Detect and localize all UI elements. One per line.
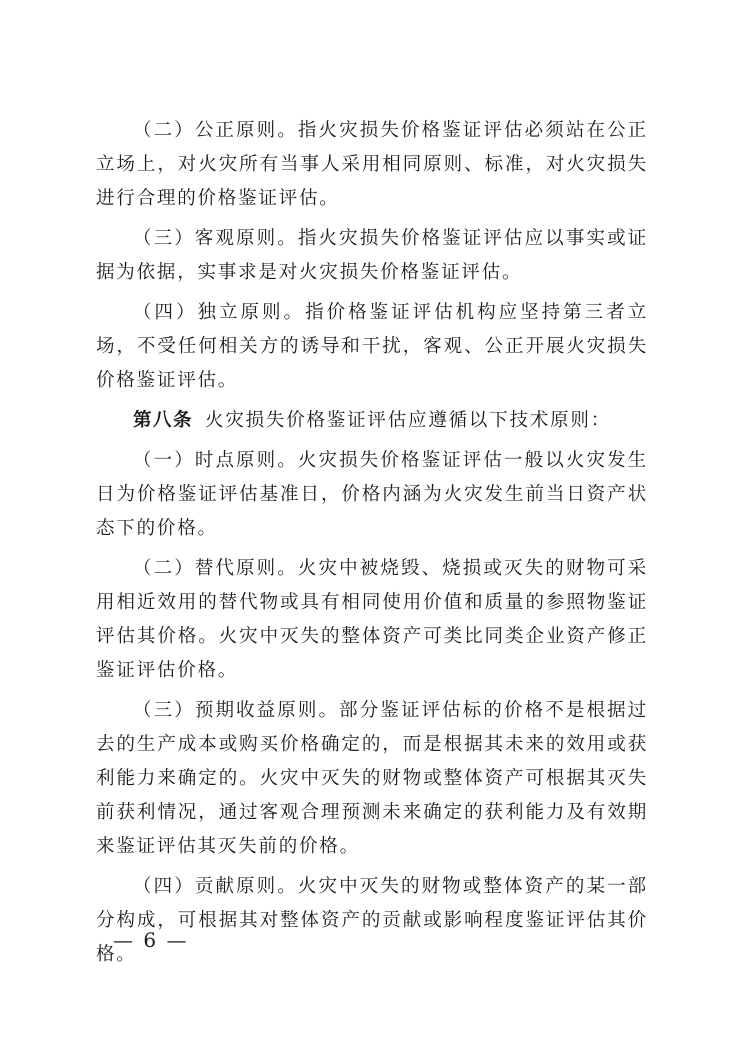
paragraph-substitution-principle: （二）替代原则。火灾中被烧毁、烧损或灭失的财物可采用相近效用的替代物或具有相同使用价值和质量的参照物鉴证评估其价格。火灾中灭失的整体资产可类比同类企业资产修正鉴证评估价格。 <box>96 558 648 681</box>
paragraph-fairness-principle: （二）公正原则。指火灾损失价格鉴证评估必须站在公正立场上，对火灾所有当事人采用相同原则、标准，对火灾损失进行合理的价格鉴证评估。 <box>96 120 648 209</box>
paragraph-time-point-principle: （一）时点原则。火灾损失价格鉴证评估一般以火灾发生日为价格鉴证评估基准日，价格内涵为火灾发生前当日资产状态下的价格。 <box>96 450 648 539</box>
article-heading: 第八条 <box>133 410 194 431</box>
document-body <box>96 114 648 978</box>
page-number: — 6 — <box>113 928 189 952</box>
paragraph-expected-income-principle: （三）预期收益原则。部分鉴证评估标的价格不是根据过去的生产成本或购买价格确定的，而是根据其未来的效用或获利能力来确定的。火灾中灭失的财物或整体资产可根据其灭失前获利情况，通过客观合理预测未来确定的获利能力及有效期来鉴证评估其灭失前的价格。 <box>96 700 648 857</box>
article-text: 火灾损失价格鉴证评估应遵循以下技术原则： <box>205 410 612 431</box>
paragraph-objectivity-principle: （三）客观原则。指火灾损失价格鉴证评估应以事实或证据为依据，实事求是对火灾损失价格鉴证评估。 <box>96 228 648 283</box>
paragraph-contribution-principle: （四）贡献原则。火灾中灭失的财物或整体资产的某一部分构成，可根据其对整体资产的贡献或影响程度鉴证评估其价格。 <box>96 876 648 965</box>
article-eight <box>96 404 648 438</box>
paragraph-independence-principle: （四）独立原则。指价格鉴证评估机构应坚持第三者立场，不受任何相关方的诱导和干扰，客观、公正开展火灾损失价格鉴证评估。 <box>96 302 648 391</box>
